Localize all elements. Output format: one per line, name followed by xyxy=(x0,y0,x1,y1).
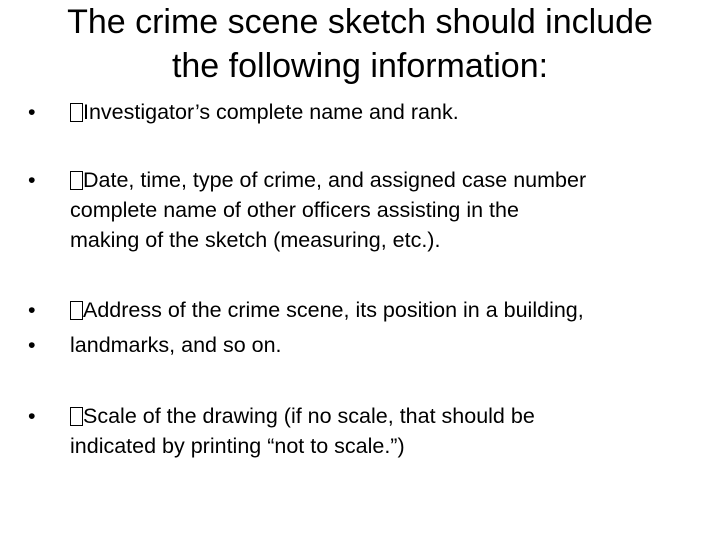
missing-glyph-icon xyxy=(70,407,83,426)
bullet-dot: • xyxy=(28,333,36,357)
missing-glyph-icon xyxy=(70,171,83,190)
bullet-text: Address of the crime scene, its position in a building, xyxy=(83,298,584,322)
title-line-1: The crime scene sketch should include xyxy=(67,3,653,41)
bullet-text: Investigator’s complete name and rank. xyxy=(83,100,459,124)
bullet-text: Date, time, type of crime, and assigned case number complete name of other officers assisting in the making of the sketch (measuring, etc.). xyxy=(70,168,587,252)
bullet-dot: • xyxy=(28,404,36,428)
bullet-item-investigator xyxy=(28,97,678,127)
missing-glyph-icon xyxy=(70,103,83,122)
bullet-dot: • xyxy=(28,298,36,322)
bullet-item-scale xyxy=(28,401,678,461)
bullet-dot: • xyxy=(28,168,36,192)
bullet-item-address xyxy=(28,295,678,325)
bullet-dot: • xyxy=(28,100,36,124)
bullet-item-landmarks xyxy=(28,330,678,360)
bullet-text: Scale of the drawing (if no scale, that should be indicated by printing “not to scale.”) xyxy=(70,404,535,458)
bullet-text: landmarks, and so on. xyxy=(70,333,282,357)
bullet-item-date-time xyxy=(28,165,678,255)
title-line-2: the following information: xyxy=(171,47,549,85)
missing-glyph-icon xyxy=(70,301,83,320)
